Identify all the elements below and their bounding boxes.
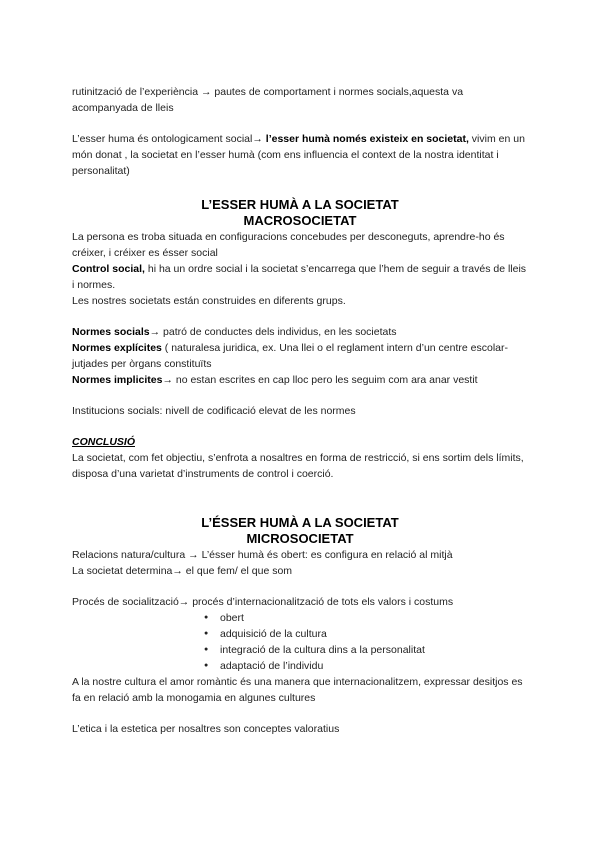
- paragraph-grups: Les nostres societats están construides en diferents grups.: [72, 295, 346, 307]
- normes-implicites-line: [72, 372, 528, 388]
- conclusio-heading: [72, 434, 528, 450]
- paragraph-persona: La persona es troba situada en configuracions concebudes per desconeguts, aprendre-ho és créixer, i créixer es ésser social: [72, 231, 505, 259]
- conclusio-label: CONCLUSIÓ: [72, 436, 135, 448]
- paragraph-rutinitzacio: rutinització de l’experiència → pautes de comportament i normes socials,aquesta va acompanyada de lleis: [72, 86, 464, 114]
- normes-implicites-text: → no estan escrites en cap lloc pero les seguim com ara anar vestit: [162, 374, 478, 386]
- normes-explicites-text: ( naturalesa juridica, ex. Una llei o el reglament intern d’un centre escolar- jutjades per òrgans constituïts: [72, 342, 508, 370]
- normes-socials-term: Normes socials: [72, 326, 150, 338]
- normes-implicites-term: Normes implicites: [72, 374, 163, 386]
- paragraph-institucions: Institucions socials: nivell de codificació elevat de les normes: [72, 405, 356, 417]
- document-page: [72, 84, 528, 737]
- list-item: ● integració de la cultura dins a la personalitat: [204, 642, 528, 658]
- esser-social-rest: vivim en un món donat , la societat en l’esser humà (com ens influencia el context de la nostra identitat i personalitat): [72, 133, 525, 177]
- esser-social-lead: L’esser huma és ontologicament social→: [72, 133, 266, 145]
- section-subtitle-macro: MACROSOCIETAT: [243, 213, 357, 228]
- normes-socials-text: → patró de conductes dels individus, en les societats: [149, 326, 397, 338]
- normes-explicites-line: [72, 340, 528, 372]
- normes-socials-line: [72, 324, 528, 340]
- paragraph-societat-determina: La societat determina→ el que fem/ el que som: [72, 565, 293, 577]
- paragraph-proces-socialitzacio: Procés de socialització→ procés d’internacionalització de tots els valors i costums: [72, 596, 454, 608]
- control-social-term: Control social,: [72, 263, 145, 275]
- section-title-micro: L’ÉSSER HUMÀ A LA SOCIETAT: [201, 515, 399, 530]
- paragraph-conclusio: La societat, com fet objectiu, s’enfrota a nosaltres en forma de restricció, si ens sortim dels límits, disposa d’una varietat d’instruments de control i coerció.: [72, 452, 524, 480]
- paragraph-amor-romantic: A la nostre cultura el amor romàntic és una manera que internacionalitzem, expressar desitjos es fa en relació amb la monogamia en algunes cultures: [72, 676, 523, 704]
- paragraph-esser-social: [72, 131, 528, 179]
- list-item: ● adquisició de la cultura: [204, 626, 528, 642]
- paragraph-natura-cultura: Relacions natura/cultura → L’ésser humà és obert: es configura en relació al mitjà: [72, 549, 453, 561]
- socialitzacio-list: [72, 610, 528, 674]
- list-item: ● adaptació de l’individu: [204, 658, 528, 674]
- control-social-text: hi ha un ordre social i la societat s’encarrega que l’hem de seguir a través de lleis i normes.: [72, 263, 527, 291]
- paragraph-etica-estetica: L’etica i la estetica per nosaltres son conceptes valoratius: [72, 723, 340, 735]
- normes-explicites-term: Normes explícites: [72, 342, 162, 354]
- paragraph-control-social: [72, 261, 528, 293]
- list-item: ● obert: [204, 610, 528, 626]
- esser-social-bold: l’esser humà només existeix en societat,: [265, 133, 469, 145]
- section-subtitle-micro: MICROSOCIETAT: [246, 531, 354, 546]
- section-title-macro: L’ESSER HUMÀ A LA SOCIETAT: [201, 197, 399, 212]
